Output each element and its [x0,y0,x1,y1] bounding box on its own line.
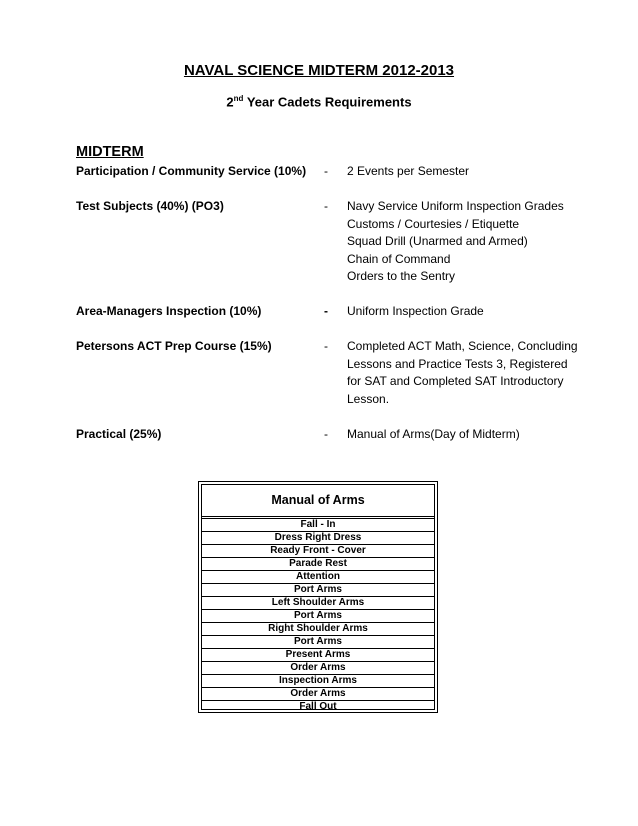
table-row: Order Arms [202,688,434,701]
requirement-detail-line: Uniform Inspection Grade [347,304,484,318]
requirement-label: Test Subjects (40%) (PO3) [76,199,224,213]
requirement-details [347,338,577,408]
manual-of-arms-table-inner [201,484,435,710]
subtitle-ordinal-suffix: nd [233,94,244,103]
requirement-label: Area-Managers Inspection (10%) [76,304,262,318]
section-heading: MIDTERM [76,144,144,160]
requirement-detail-line: Lesson. [347,391,390,406]
requirement-dash: - [324,304,328,318]
table-row: Order Arms [202,662,434,675]
requirement-label: Practical (25%) [76,427,162,441]
subtitle-text: Year Cadets Requirements [243,94,412,110]
requirement-detail-line: Squad Drill (Unarmed and Armed) [347,234,528,248]
requirement-dash: - [324,199,328,213]
table-row: Fall Out [299,701,337,712]
requirement-details [347,163,577,181]
requirement-dash: - [324,164,328,178]
requirement-detail-line: Manual of Arms(Day of Midterm) [347,427,520,441]
table-row: Right Shoulder Arms [202,623,434,636]
requirement-detail-line: 2 Events per Semester [347,164,470,178]
requirement-label: Participation / Community Service (10%) [76,164,307,178]
requirement-dash: - [324,427,328,441]
requirement-detail-line: Completed ACT Math, Science, Concluding [347,339,578,353]
table-row: Port Arms [202,584,434,597]
requirement-detail-line: Orders to the Sentry [347,269,456,283]
table-row: Dress Right Dress [202,532,434,545]
table-row: Inspection Arms [202,675,434,688]
requirement-detail-line: Lessons and Practice Tests 3, Registered [347,356,568,371]
requirement-detail-line: for SAT and Completed SAT Introductory [347,374,564,388]
table-row: Left Shoulder Arms [202,597,434,610]
page-title: NAVAL SCIENCE MIDTERM 2012-2013 [183,62,455,79]
requirement-details [347,426,577,444]
requirement-details [347,198,577,286]
requirement-detail-line: Navy Service Uniform Inspection Grades [347,199,564,213]
table-row: Parade Rest [202,558,434,571]
table-row: Attention [202,571,434,584]
table-row: Port Arms [202,610,434,623]
table-row: Present Arms [202,649,434,662]
requirement-dash: - [324,339,328,353]
requirement-details [347,303,577,321]
page-subtitle [0,94,638,109]
table-row: Port Arms [202,636,434,649]
requirement-detail-line: Customs / Courtesies / Etiquette [347,216,520,231]
manual-of-arms-table [198,481,438,713]
requirement-label: Petersons ACT Prep Course (15%) [76,339,272,353]
table-row: Ready Front - Cover [202,545,434,558]
requirement-detail-line: Chain of Command [347,251,451,266]
manual-of-arms-header: Manual of Arms [202,485,434,519]
table-row: Fall - In [202,519,434,532]
subtitle-ordinal-number: 2 [226,94,234,110]
